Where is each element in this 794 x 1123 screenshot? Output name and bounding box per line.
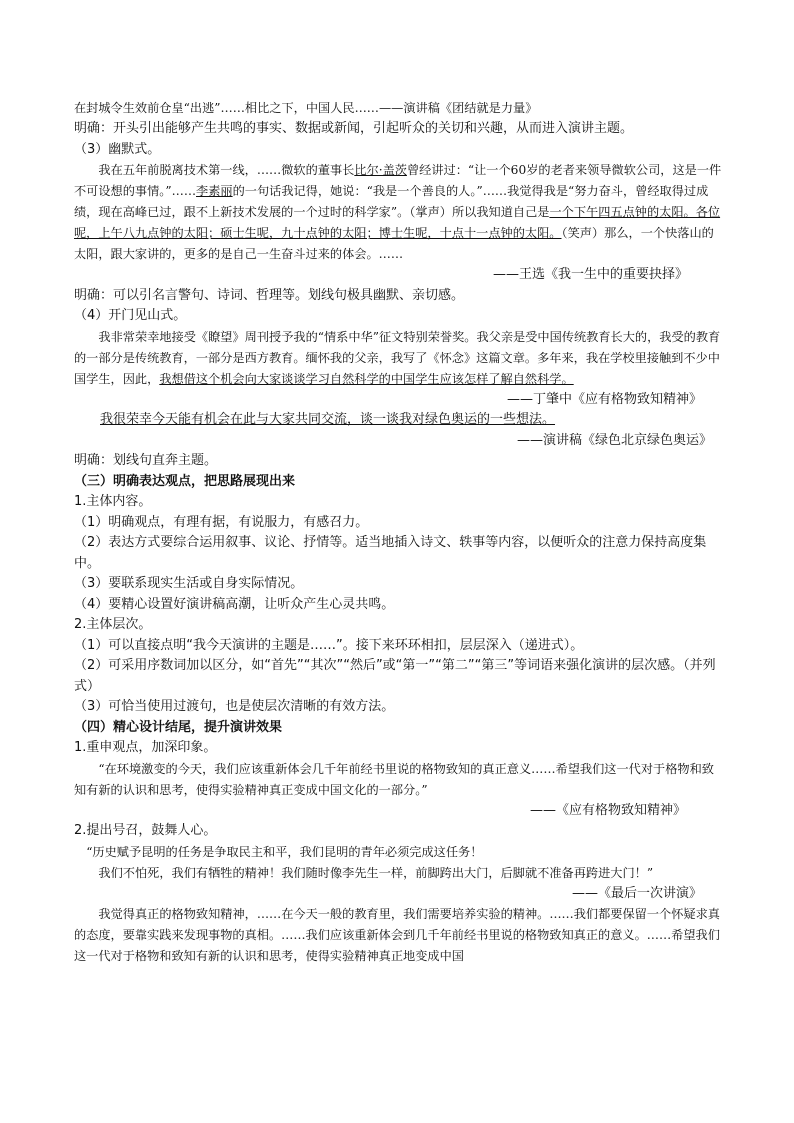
quote-green-olympics: 我很荣幸今天能有机会在此与大家共同交流，谈一谈我对绿色奥运的一些想法。 xyxy=(100,412,556,427)
explanation-2: 明确：可以引名言警句、诗词、哲理等。划线句极具幽默、亲切感。 xyxy=(74,287,465,303)
attribution-wang-xuan: ——王选《我一生中的重要抉择》 xyxy=(492,267,688,282)
point-1: （1）明确观点，有理有据，有说服力，有感召力。 xyxy=(74,514,369,530)
attribution-last-lecture: ——《最后一次讲演》 xyxy=(571,885,702,901)
level-point-3: （3）可恰当使用过渡句，也是使层次清晰的有效方法。 xyxy=(74,699,395,714)
document-page xyxy=(74,98,726,967)
explanation-1: 明确：开头引出能够产生共鸣的事实、数据或新闻，引起听众的关切和兴趣，从而进入演讲主题。 xyxy=(74,121,634,136)
quote-ding-zhaozhong: 我非常荣幸地接受《瞭望》周刊授予我的“情系中华”征文特别荣誉奖。我父亲是受中国传统教育长大的，我受的教育的一部分是传统教育，一部分是西方教育。缅怀我的父亲，我写了《怀念》这篇文章。多年来，我在学校里接触到不少中国学生，因此，我想借这个机会向大家谈谈学习自然科学的中国学生应该怎样了解自然科学。 xyxy=(74,329,721,386)
explanation-3: 明确：划线句直奔主题。 xyxy=(74,453,218,468)
attribution-ding-zhaozhong: ——丁肇中《应有格物致知精神》 xyxy=(506,391,702,407)
heading-humor-style: （3）幽默式。 xyxy=(74,141,161,157)
point-2: （2）表达方式要综合运用叙事、议论、抒情等。适当地插入诗文、轶事等内容，以便听众的注意力保持高度集中。 xyxy=(74,535,707,571)
attribution-gewuzhizhi: ——《应有格物致知精神》 xyxy=(529,802,686,818)
subheading-restate: 1.重申观点，加深印象。 xyxy=(74,740,217,755)
section-heading-4: （四）精心设计结尾，提升演讲效果 xyxy=(74,719,283,735)
quote-final-paragraph: 我觉得真正的格物致知精神，……在今天一般的教育里，我们需要培养实验的精神。……我们都要保留一个怀疑求真的态度，要靠实践来发现事物的真相。……我们应该重新体会到几千年前经书里说的格物致知真正的意义。……希望我们这一代对于格物和致知有新的认识和思考，使得实验精神真正地变成中国 xyxy=(74,907,720,963)
level-point-2: （2）可采用序数词加以区分，如“首先”“其次”“然后”或“第一”“第二”“第三”等词语来强化演讲的层次感。（并列式） xyxy=(74,658,716,694)
heading-direct-style: （4）开门见山式。 xyxy=(74,308,187,323)
section-heading-3: （三）明确表达观点，把思路展现出来 xyxy=(74,473,296,489)
subheading-call-to-action: 2.提出号召，鼓舞人心。 xyxy=(74,823,217,838)
subheading-main-content: 1.主体内容。 xyxy=(74,494,152,509)
quote-wang-xuan: 我在五年前脱离技术第一线，……微软的董事长比尔·盖茨曾经讲过：“让一个60岁的老者来领导微软公司，这是一件不可设想的事情。”……李素丽的一句话我记得，她说：“我是一个善良的人。”……我觉得我是“努力奋斗，曾经取得过成绩，现在高峰已过，跟不上新技术发展的一个过时的科学家”。（掌声）所以我知道自己是一个下午四五点钟的太阳。各位呢，上午八九点钟的太阳；硕士生呢，九十点钟的太阳；博士生呢，十点十一点钟的太阳。（笑声）那么，一个快落山的太阳，跟大家讲的，更多的是自己一生奋斗过来的体会。…… xyxy=(74,163,722,261)
quote-gewuzhizhi: “在环境激变的今天，我们应该重新体会几千年前经书里说的格物致知的真正意义……希望我们这一代对于格物和致知有新的认识和思考，使得实验精神真正变成中国文化的一部分。” xyxy=(74,761,714,797)
point-3: （3）要联系现实生活或自身实际情况。 xyxy=(74,576,304,591)
level-point-1: （1）可以直接点明“我今天演讲的主题是……”。接下来环环相扣，层层深入（递进式）。 xyxy=(74,637,584,653)
subheading-main-levels: 2.主体层次。 xyxy=(74,617,152,632)
quote-last-lecture-1: “历史赋予昆明的任务是争取民主和平，我们昆明的青年必须完成这任务！ xyxy=(86,844,483,859)
point-4: （4）要精心设置好演讲稿高潮，让听众产生心灵共鸣。 xyxy=(74,596,395,612)
quote-last-lecture-2: 我们不怕死，我们有牺牲的精神！我们随时像李先生一样，前脚跨出大门，后脚就不准备再跨进大门！” xyxy=(98,865,654,880)
quote-continuation: 在封城令生效前仓皇“出逃”……相比之下，中国人民……——演讲稿《团结就是力量》 xyxy=(74,101,538,115)
attribution-green-olympics: ——演讲稿《绿色北京绿色奥运》 xyxy=(516,432,712,448)
